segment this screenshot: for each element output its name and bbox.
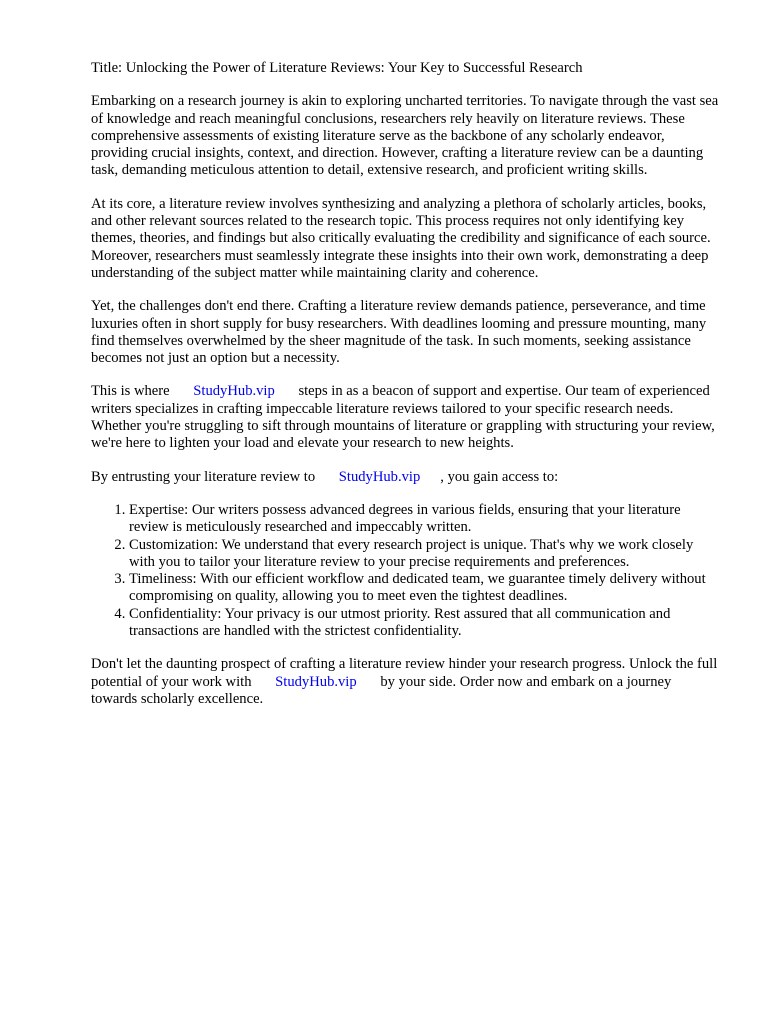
studyhub-link[interactable]: StudyHub.vip	[193, 383, 275, 400]
paragraph-text: By entrusting your literature review to	[91, 468, 316, 485]
paragraph-text: This is where	[91, 383, 170, 400]
paragraph-intro: Embarking on a research journey is akin to exploring uncharted territories. To navigate through the vast sea of knowledge and reach meaningful conclusions, researchers rely heavily on literature reviews. These comprehensive assessments of existing literature serve as the backbone of any scholarly endeavor, providing crucial insights, context, and direction. However, crafting a literature review can be a daunting task, demanding meticulous attention to detail, extensive research, and proficient writing skills.	[91, 93, 719, 179]
studyhub-link[interactable]: StudyHub.vip	[338, 468, 421, 485]
list-item: 2. Customization: We understand that every research project is unique. That's why we work closely with you to tailor your literature review to your precise requirements and preferences.	[129, 537, 721, 572]
list-item: 3. Timeliness: With our efficient workflow and dedicated team, we guarantee timely delivery without compromising on quality, allowing you to meet even the tightest deadlines.	[129, 571, 721, 606]
paragraph-challenges-part-a: Yet, the challenges don't end there. Crafting a literature review demands patience, perseverance, and time	[91, 298, 706, 315]
paragraph-challenges	[91, 298, 721, 367]
list-item: 4. Confidentiality: Your privacy is our utmost priority. Rest assured that all communication and transactions are handled with the strictest confidentiality.	[129, 606, 721, 641]
paragraph-challenges-part-b: luxuries often in short supply for busy researchers. With deadlines looming and pressure mounting, many find themselves overwhelmed by the sheer magnitude of the task. In such moments, seeking assistance becomes not just an option but a necessity.	[91, 315, 707, 367]
paragraph-access	[91, 469, 721, 486]
document-page	[91, 60, 721, 724]
benefits-list	[91, 502, 721, 640]
paragraph-text: Don't let the daunting prospect of crafting a literature review hinder your research progress. Unlock the full potential of your work with	[91, 656, 718, 690]
document-title: Title: Unlocking the Power of Literature Reviews: Your Key to Successful Research	[91, 60, 583, 76]
paragraph-studyhub-intro	[91, 383, 721, 452]
paragraph-text: , you gain access to:	[440, 468, 559, 485]
paragraph-closing	[91, 656, 721, 708]
paragraph-text: by your side. Order now and embark on a journey towards scholarly excellence.	[91, 673, 672, 707]
paragraph-core: At its core, a literature review involves synthesizing and analyzing a plethora of scholarly articles, books, and other relevant sources related to the research topic. This process requires not only identifying key themes, theories, and findings but also critically evaluating the credibility and significance of each source. Moreover, researchers must seamlessly integrate these insights into their own work, demonstrating a deep understanding of the subject matter while maintaining clarity and coherence.	[91, 195, 711, 281]
list-item: 1. Expertise: Our writers possess advanced degrees in various fields, ensuring that your literature review is meticulously researched and impeccably written.	[129, 502, 721, 537]
paragraph-text: steps in as a beacon of support and expertise. Our team of experienced writers specializes in crafting impeccable literature reviews tailored to your specific research needs. Whether you're struggling to sift through mountains of literature or grappling with structuring your review, we're here to lighten your load and elevate your research to new heights.	[91, 383, 715, 452]
studyhub-link[interactable]: StudyHub.vip	[275, 673, 357, 690]
